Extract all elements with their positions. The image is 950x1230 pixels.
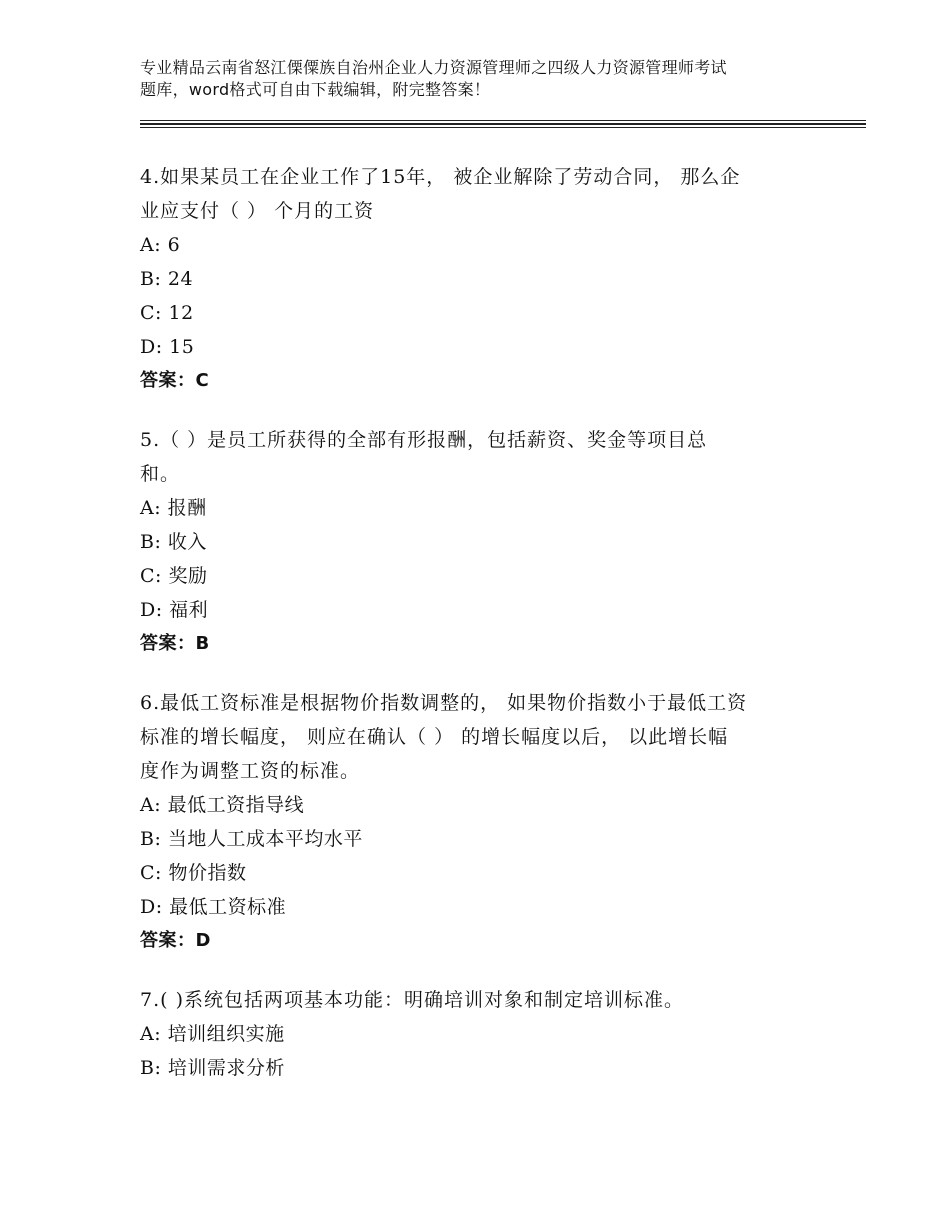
option-d: D: 最低工资标准 <box>140 896 287 918</box>
option-a: A: 6 <box>140 234 181 256</box>
header-divider <box>140 123 866 125</box>
header-title-line-1: 专业精品云南省怒江傈僳族自治州企业人力资源管理师之四级人力资源管理师考试 <box>140 58 727 77</box>
question-stem <box>140 686 830 788</box>
question-stem-line: 7.( )系统包括两项基本功能：明确培训对象和制定培训标准。 <box>140 989 684 1011</box>
question-stem-line: 5.（ ）是员工所获得的全部有形报酬，包括薪资、奖金等项目总 <box>140 429 708 451</box>
option-a: A: 最低工资指导线 <box>140 794 305 816</box>
option-b: B: 收入 <box>140 531 207 553</box>
question-stem-line: 度作为调整工资的标准。 <box>140 760 361 782</box>
question-stem-line: 4.如果某员工在企业工作了15年， 被企业解除了劳动合同， 那么企 <box>140 166 741 188</box>
question-stem <box>140 160 830 228</box>
question-stem-line: 业应支付（ ） 个月的工资 <box>140 200 375 222</box>
question-7 <box>140 983 830 1085</box>
question-stem-line: 和。 <box>140 463 181 485</box>
question-6 <box>140 686 830 958</box>
option-c: C: 物价指数 <box>140 862 247 884</box>
header-title-line-2: 题库，word格式可自由下载编辑，附完整答案！ <box>140 80 491 99</box>
answer-label: 答案：B <box>140 633 210 654</box>
question-5 <box>140 423 830 661</box>
document-header <box>140 57 840 101</box>
question-list <box>140 160 830 1110</box>
option-c: C: 12 <box>140 302 194 324</box>
option-b: B: 24 <box>140 268 194 290</box>
option-c: C: 奖励 <box>140 565 208 587</box>
question-4 <box>140 160 830 398</box>
header-divider <box>140 127 866 128</box>
question-stem <box>140 983 830 1017</box>
option-b: B: 当地人工成本平均水平 <box>140 828 363 850</box>
question-stem-line: 标准的增长幅度， 则应在确认（ ） 的增长幅度以后， 以此增长幅 <box>140 726 729 748</box>
option-a: A: 报酬 <box>140 497 207 519</box>
option-d: D: 福利 <box>140 599 209 621</box>
option-a: A: 培训组织实施 <box>140 1023 285 1045</box>
header-divider <box>140 120 866 121</box>
answer-label: 答案：D <box>140 930 211 951</box>
option-b: B: 培训需求分析 <box>140 1057 285 1079</box>
answer-label: 答案：C <box>140 370 210 391</box>
question-stem <box>140 423 830 491</box>
question-stem-line: 6.最低工资标准是根据物价指数调整的， 如果物价指数小于最低工资 <box>140 692 748 714</box>
option-d: D: 15 <box>140 336 195 358</box>
